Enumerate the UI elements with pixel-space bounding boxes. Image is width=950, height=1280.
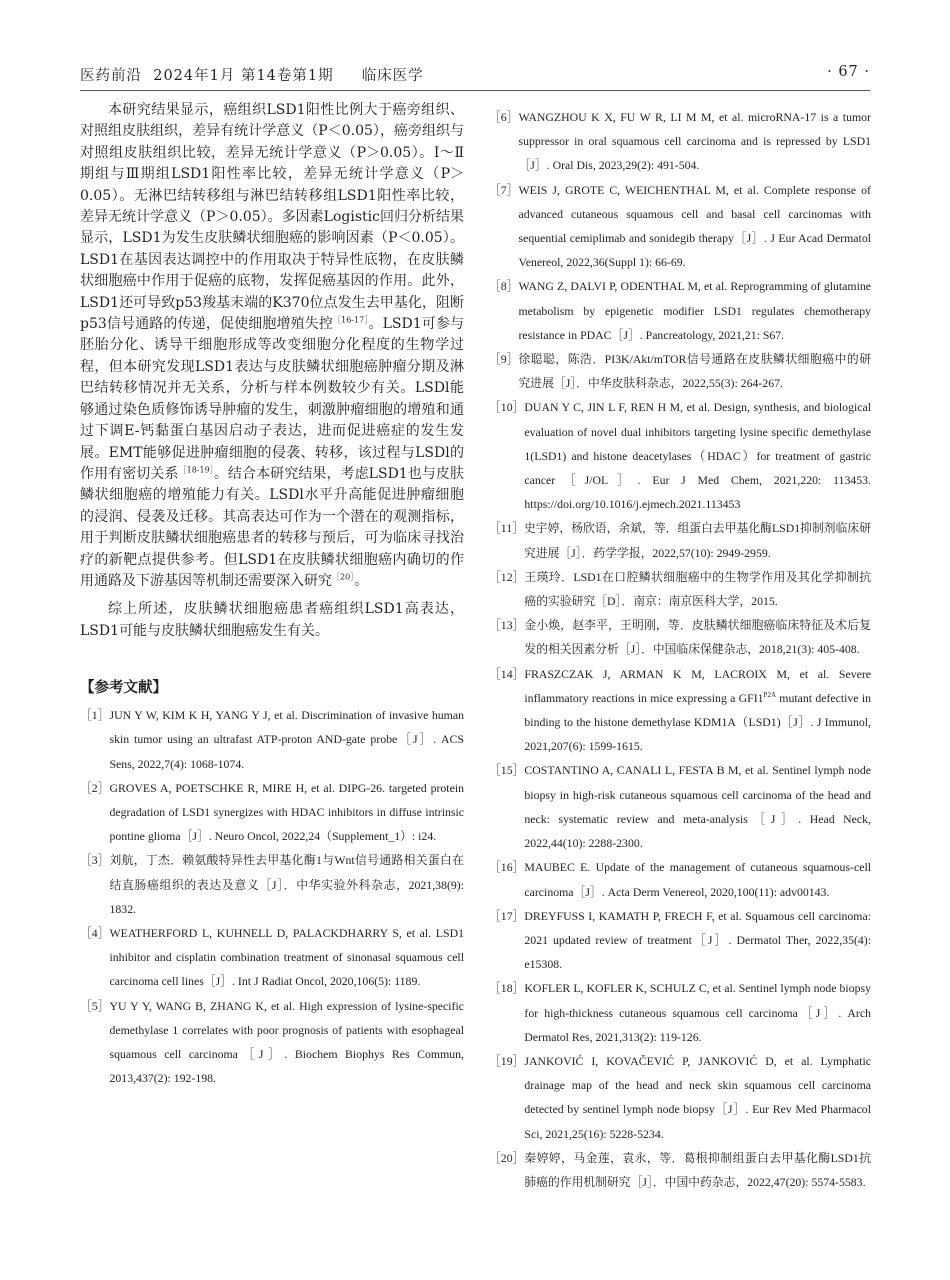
reference-item [489, 274, 871, 347]
running-header [80, 64, 870, 88]
reference-text: 刘航，丁杰．赖氨酸特异性去甲基化酶1与Wnt信号通路相关蛋白在结直肠癌组织的表达及意义［J］．中华实验外科杂志，2021,38(9): 1832. [109, 853, 464, 916]
citation-18-19: ［18-19］ [178, 465, 214, 475]
citation-20: ［20］ [332, 572, 355, 582]
reference-number: ［3］ [80, 853, 110, 868]
reference-item [80, 776, 464, 849]
discussion-text-b: 。LSD1可参与胚胎分化、诱导干细胞形成等改变细胞分化程度的生物学过程，但本研究发现LSD1表达与皮肤鳞状细胞癌肿瘤分期及淋巴结转移情况并无关系，分析与样本例数较少有关。LSDl能够通过染色质修饰诱导肿瘤的发生，刺激肿瘤细胞的增殖和通过下调E-钙黏蛋白基因启动子表达，进而促进癌症的发生发展。EMT能够促进肿瘤细胞的侵袭、转移，该过程与LSDl的作用有密切关系 [80, 316, 464, 482]
reference-item [489, 1049, 871, 1146]
reference-item [80, 848, 464, 921]
page-number: · 67 · [827, 64, 870, 80]
reference-item [80, 703, 464, 776]
reference-number: ［8］ [489, 279, 519, 294]
reference-item [489, 662, 871, 759]
reference-text: WANG Z, DALVI P, ODENTHAL M, et al. Reprogramming of glutamine metabolism by epigenetic modifier LSD1 regulates chemotherapy resistance in PDAC［J］. Pancreatology, 2021,21: S67. [518, 279, 871, 342]
reference-item [489, 855, 871, 903]
reference-text: WEATHERFORD L, KUHNELL D, PALACKDHARRY S, et al. LSD1 inhibitor and cisplatin combination treatment of sinonasal squamous cell carcinoma cell lines［J］. Int J Radiat Oncol, 2020,106(5): 1189. [109, 925, 464, 989]
reference-number: ［10］ [489, 400, 525, 415]
right-column [489, 105, 871, 1194]
reference-text: JANKOVIĆ I, KOVAČEVIĆ P, JANKOVIĆ D, et al. Lymphatic drainage map of the head and neck skin squamous cell carcinoma detected by sentinel lymph node biopsy［J］. Eur Rev Med Pharmacol Sci, 2021,25(16): 5228-5234. [524, 1053, 871, 1141]
reference-number: ［11］ [489, 521, 524, 536]
reference-text: 金小焕，赵李平，王明刚，等．皮肤鳞状细胞癌临床特征及术后复发的相关因素分析［J］．中国临床保健杂志，2018,21(3): 405-408. [524, 618, 871, 657]
reference-number: ［18］ [489, 981, 525, 996]
reference-text: JUN Y W, KIM K H, YANG Y J, et al. Discrimination of invasive human skin tumor using an ultrafast ATP-proton AND-gate probe［J］. ACS Sens, 2022,7(4): 1068-1074. [109, 708, 464, 771]
reference-text: DUAN Y C, JIN L F, REN H M, et al. Design, synthesis, and biological evaluation of novel dual inhibitors targeting lysine specific demethylase 1(LSD1) and histone deacetylases（HDAC）for treatment of gastric cancer［J/OL］. Eur J Med Chem, 2021,220: 113453. https://doi.org/10.1016/j.ejmech.2021.113453 [524, 400, 871, 512]
reference-text: 秦婷婷，马金莲，袁永，等．葛根抑制组蛋白去甲基化酶LSD1抗肺癌的作用机制研究［J］．中国中药杂志，2022,47(20): 5574-5583. [524, 1150, 871, 1189]
reference-text: MAUBEC E. Update of the management of cutaneous squamous-cell carcinoma［J］. Acta Derm Venereol, 2020,100(11): adv00143. [524, 860, 871, 899]
reference-number: ［15］ [489, 763, 525, 778]
left-column [80, 100, 464, 1090]
reference-number: ［7］ [489, 182, 519, 197]
reference-text: KOFLER L, KOFLER K, SCHULZ C, et al. Sentinel lymph node biopsy for high-thickness cutaneous squamous cell carcinoma［J］. Arch Dermatol Res, 2021,313(2): 119-126. [524, 981, 871, 1044]
reference-text: GROVES A, POETSCHKE R, MIRE H, et al. DIPG-26. targeted protein degradation of LSD1 synergizes with HDAC inhibitors in diffuse intrinsic pontine glioma［J］. Neuro Oncol, 2022,24（Supplement_1）: i24. [109, 780, 464, 844]
reference-text: 徐聪聪，陈浩．PI3K/Akt/mTOR信号通路在皮肤鳞状细胞癌中的研究进展［J］．中华皮肤科杂志，2022,55(3): 264-267. [518, 352, 871, 391]
reference-number: ［5］ [80, 998, 110, 1013]
discussion-text-a: 本研究结果显示，癌组织LSD1阳性比例大于癌旁组织、对照组皮肤组织，差异有统计学意义（P＜0.05），癌旁组织与对照组皮肤组织比较，差异无统计学意义（P＞0.05）。Ⅰ～Ⅱ期组与Ⅲ期组LSD1阳性率比较，差异无统计学意义（P＞0.05）。无淋巴结转移组与淋巴结转移组LSD1阳性率比较，差异无统计学意义（P＞0.05）。多因素Logistic回归分析结果显示，LSD1为发生皮肤鳞状细胞癌的影响因素（P＜0.05）。LSD1在基因表达调控中的作用取决于特异性底物，在皮肤鳞状细胞癌中作用于促癌的底物，发挥促癌基因的作用。此外，LSD1还可导致p53羧基末端的K370位点发生去甲基化，阻断p53信号通路的传递，促使细胞增殖失控 [80, 102, 464, 333]
reference-text: WEIS J, GROTE C, WEICHENTHAL M, et al. Complete response of advanced cutaneous squamous cell and basal cell carcinomas with sequential cemiplimab and sonidegib therapy［J］. J Eur Acad Dermatol Venereol, 2022,36(Suppl 1): 66-69. [518, 182, 871, 270]
reference-number: ［17］ [489, 908, 525, 923]
reference-text: 史宇婷，杨欣语，余斌，等．组蛋白去甲基化酶LSD1抑制剂临床研究进展［J］．药学学报，2022,57(10): 2949-2959. [523, 521, 871, 560]
reference-item [489, 395, 871, 516]
reference-item [489, 178, 871, 275]
reference-text: YU Y Y, WANG B, ZHANG K, et al. High expression of lysine-specific demethylase 1 correlates with poor prognosis of patients with esophageal squamous cell carcinoma［J］. Biochem Biophys Res Commun, 2013,437(2): 192-198. [109, 998, 464, 1086]
reference-item [489, 613, 871, 661]
reference-item [80, 921, 464, 994]
reference-number: ［16］ [489, 860, 525, 875]
reference-number: ［9］ [489, 352, 519, 367]
reference-text-part: mutant defective in binding to the histone demethylase KDM1A（LSD1)［J］. J Immunol, 2021,207(6): 1599-1615. [524, 690, 871, 754]
citation-16-17: ［16-17］ [333, 315, 369, 325]
reference-number: ［6］ [489, 110, 519, 124]
reference-number: ［20］ [489, 1150, 525, 1165]
reference-text: 王瑛玲．LSD1在口腔鳞状细胞癌中的生物学作用及其化学抑制抗癌的实验研究［D］．南京：南京医科大学，2015. [524, 569, 871, 609]
reference-text: COSTANTINO A, CANALI L, FESTA B M, et al. Sentinel lymph node biopsy in high-risk cutaneous squamous cell carcinoma of the head and neck: systematic review and meta-analysis［J］. Head Neck, 2022,44(10): 2288-2300. [524, 763, 871, 851]
reference-text-part: FRASZCZAK J, ARMAN K M, LACROIX M, et al. Severe inflammatory reactions in mice expressing a GFI1 [524, 666, 871, 705]
reference-list-right [489, 105, 871, 1194]
discussion-text-d: 。 [354, 572, 369, 589]
reference-number: ［2］ [80, 780, 110, 795]
references-heading: 【参考文献】 [80, 680, 167, 697]
header-rule [80, 90, 870, 91]
journal-name: 医药前沿 [80, 68, 142, 84]
reference-number: ［1］ [80, 708, 110, 723]
reference-item [489, 105, 871, 178]
reference-number: ［14］ [489, 666, 525, 681]
reference-item [489, 758, 871, 855]
section-name: 临床医学 [361, 68, 424, 84]
reference-item [80, 994, 464, 1091]
reference-text: DREYFUSS I, KAMATH P, FRECH F, et al. Squamous cell carcinoma: 2021 updated review of treatment［J］. Dermatol Ther, 2022,35(4): e15308. [524, 908, 871, 972]
reference-item [489, 347, 871, 395]
reference-number: ［12］ [489, 569, 525, 584]
reference-number: ［13］ [489, 618, 525, 633]
reference-list-left [80, 703, 464, 1090]
reference-number: ［19］ [489, 1053, 525, 1068]
reference-text: WANGZHOU K X, FU W R, LI M M, et al. microRNA-17 is a tumor suppressor in oral squamous cell carcinoma and is repressed by LSD1［J］. Oral Dis, 2023,29(2): 491-504. [518, 110, 871, 173]
reference-item [489, 565, 871, 613]
reference-item [489, 516, 871, 564]
reference-number: ［4］ [80, 925, 110, 940]
issue-info: 2024年1月 第14卷第1期 [153, 68, 334, 84]
reference-text [524, 662, 871, 759]
header-left [80, 64, 424, 85]
reference-superscript: P2A [763, 690, 776, 699]
discussion-paragraph [80, 100, 464, 592]
reference-item [489, 1146, 871, 1194]
conclusion-paragraph: 综上所述，皮肤鳞状细胞癌患者癌组织LSD1高表达，LSD1可能与皮肤鳞状细胞癌发生有关。 [80, 601, 464, 639]
discussion-text-c: 。结合本研究结果，考虑LSD1也与皮肤鳞状细胞癌的增殖能力有关。LSDl水平升高能促进肿瘤细胞的浸润、侵袭及迁移。其高表达可作为一个潜在的观测指标，用于判断皮肤鳞状细胞癌患者的转移与预后，可为临床寻找治疗的新靶点提供参考。但LSD1在皮肤鳞状细胞癌内确切的作用通路及下游基因等机制还需要深入研究 [80, 465, 465, 589]
reference-item [489, 904, 871, 977]
reference-item [489, 976, 871, 1049]
